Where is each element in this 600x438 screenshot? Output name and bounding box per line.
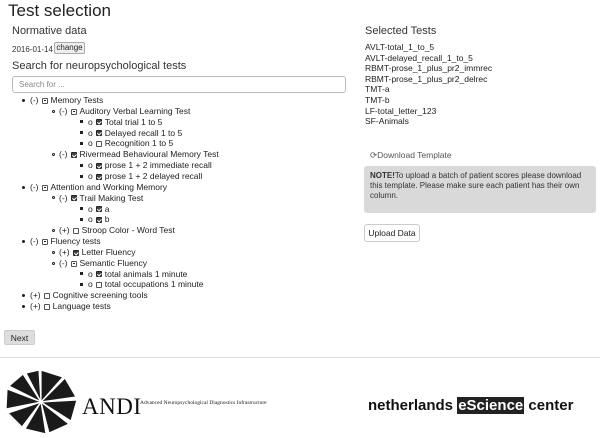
- tree-node: [80, 171, 202, 182]
- tree-label: Rivermead Behavioural Memory Test: [79, 149, 219, 160]
- tree-bullet: [80, 164, 83, 167]
- tree-node: [22, 290, 148, 301]
- tree-checkbox[interactable]: [73, 250, 79, 256]
- tree-bullet: [22, 305, 25, 308]
- tree-label: Stroop Color - Word Test: [81, 225, 175, 236]
- note-bold: NOTE!: [370, 171, 395, 180]
- tree-bullet: [52, 153, 55, 156]
- tree-label: Recognition 1 to 5: [104, 138, 174, 149]
- tree-label: Attention and Working Memory: [50, 181, 168, 192]
- tree-checkbox[interactable]: [71, 195, 77, 201]
- tree-label: prose 1 + 2 delayed recall: [104, 170, 203, 181]
- tree-label: a: [104, 203, 110, 214]
- tree-label: total animals 1 minute: [104, 268, 188, 279]
- nlesc-text-c: center: [528, 397, 574, 414]
- tree-bullet: [52, 196, 55, 199]
- selected-test-item: TMT-a: [365, 84, 390, 95]
- tree-checkbox[interactable]: [42, 98, 48, 104]
- search-input[interactable]: [12, 76, 346, 93]
- tree-toggle[interactable]: o: [88, 214, 93, 225]
- tree-node: [80, 279, 204, 290]
- tree-toggle[interactable]: o: [88, 170, 93, 181]
- tree-toggle[interactable]: o: [88, 116, 93, 127]
- tree-node: [80, 128, 182, 139]
- tree-toggle[interactable]: (-): [30, 236, 39, 247]
- tree-label: Letter Fluency: [81, 246, 136, 257]
- tree-checkbox[interactable]: [44, 293, 50, 299]
- tree-node: [80, 269, 187, 280]
- selected-test-item: RBMT-prose_1_plus_pr2_immrec: [365, 63, 493, 74]
- selected-tests-heading: Selected Tests: [365, 25, 437, 37]
- tree-node: [52, 193, 143, 204]
- tree-checkbox[interactable]: [42, 239, 48, 245]
- tree-node: [22, 301, 111, 312]
- note-text: To upload a batch of patient scores please download this template. Please make sure each patient has their own column.: [370, 171, 582, 200]
- tree-bullet: [80, 218, 83, 221]
- tree-node: [52, 258, 147, 269]
- tree-toggle[interactable]: o: [88, 160, 93, 171]
- tree-node: [80, 204, 109, 215]
- next-button[interactable]: Next: [4, 330, 35, 345]
- tree-toggle[interactable]: o: [88, 127, 93, 138]
- tree-checkbox[interactable]: [96, 206, 102, 212]
- selected-test-item: RBMT-prose_1_plus_pr2_delrec: [365, 73, 488, 84]
- tree-node: [22, 236, 101, 247]
- tree-label: Fluency tests: [50, 236, 101, 247]
- tree-toggle[interactable]: o: [88, 138, 93, 149]
- tree-toggle[interactable]: o: [88, 279, 93, 290]
- tree-toggle[interactable]: (+): [30, 290, 41, 301]
- download-template-label: Download Template: [377, 150, 452, 160]
- tree-node: [22, 95, 103, 106]
- tree-node: [52, 106, 190, 117]
- upload-data-button[interactable]: Upload Data: [364, 224, 420, 242]
- footer-divider: [0, 357, 600, 358]
- tree-bullet: [80, 131, 83, 134]
- tree-toggle[interactable]: (+): [30, 301, 41, 312]
- tree-node: [22, 182, 167, 193]
- tree-bullet: [52, 251, 55, 254]
- selected-test-item: TMT-b: [365, 95, 390, 105]
- download-icon: ⟳: [370, 150, 378, 160]
- tree-label: Memory Tests: [50, 95, 104, 105]
- tree-checkbox[interactable]: [71, 261, 77, 267]
- tree-bullet: [22, 99, 25, 102]
- search-heading: Search for neuropsychological tests: [12, 60, 187, 72]
- tree-node: [80, 160, 212, 171]
- upload-note: [364, 166, 596, 213]
- tree-label: Language tests: [52, 301, 111, 312]
- tree-node: [52, 149, 219, 160]
- tree-label: total occupations 1 minute: [104, 279, 204, 290]
- tree-toggle[interactable]: o: [88, 268, 93, 279]
- selected-test-item: SF-Animals: [365, 116, 409, 127]
- andi-subtitle: Advanced Neuropsychological Diagnostics Infrastructure: [140, 400, 267, 406]
- page-title: Test selection: [8, 1, 111, 20]
- nlesc-text-b: eScience: [458, 397, 524, 414]
- tree-label: Trail Making Test: [79, 192, 144, 203]
- andi-umbrella-logo: [3, 369, 79, 435]
- tree-toggle[interactable]: (-): [59, 192, 68, 203]
- selected-test-item: LF-total_letter_123: [365, 105, 437, 116]
- tree-bullet: [80, 272, 83, 275]
- tree-label: Auditory Verbal Learning Test: [79, 105, 191, 116]
- normative-date: 2016-01-14: [12, 45, 53, 54]
- selected-test-item: AVLT-total_1_to_5: [365, 42, 435, 52]
- tree-bullet: [22, 240, 25, 243]
- normative-data-heading: Normative data: [12, 25, 87, 37]
- tree-node: [80, 214, 109, 225]
- tree-checkbox[interactable]: [44, 304, 50, 310]
- tree-checkbox[interactable]: [96, 217, 102, 223]
- tree-toggle[interactable]: (-): [30, 95, 39, 105]
- tree-toggle[interactable]: (+): [59, 246, 70, 257]
- tree-checkbox[interactable]: [96, 119, 102, 125]
- nlesc-logo: [368, 397, 573, 414]
- tree-toggle[interactable]: o: [88, 203, 93, 214]
- tree-toggle[interactable]: (-): [59, 105, 68, 116]
- tree-bullet: [22, 186, 25, 189]
- tree-toggle[interactable]: (+): [59, 225, 70, 236]
- tree-toggle[interactable]: (-): [59, 149, 68, 160]
- tree-checkbox[interactable]: [96, 282, 102, 288]
- tree-label: b: [104, 214, 110, 225]
- tree-bullet: [80, 175, 83, 178]
- tree-checkbox[interactable]: [96, 130, 102, 136]
- andi-logo-text: ANDI: [82, 394, 142, 419]
- selected-test-item: AVLT-delayed_recall_1_to_5: [365, 52, 473, 63]
- tree-checkbox[interactable]: [96, 271, 102, 277]
- tree-label: prose 1 + 2 immediate recall: [104, 160, 212, 171]
- tree-node: [80, 117, 162, 128]
- change-date-button[interactable]: change: [54, 42, 85, 54]
- tree-bullet: [52, 110, 55, 113]
- tree-checkbox[interactable]: [71, 152, 77, 158]
- tree-bullet: [80, 283, 83, 286]
- download-template-link[interactable]: [370, 150, 452, 161]
- tree-node: [52, 247, 136, 258]
- tree-toggle[interactable]: (-): [30, 181, 39, 192]
- tree-checkbox[interactable]: [73, 228, 79, 234]
- tree-toggle[interactable]: (-): [59, 257, 68, 268]
- tree-node: [80, 138, 173, 149]
- tree-bullet: [80, 142, 83, 145]
- tree-label: Delayed recall 1 to 5: [104, 127, 183, 138]
- tree-checkbox[interactable]: [96, 141, 102, 147]
- tree-bullet: [22, 294, 25, 297]
- tree-bullet: [80, 120, 83, 123]
- tree-label: Total trial 1 to 5: [104, 116, 163, 127]
- tree-bullet: [52, 262, 55, 265]
- tree-node: [52, 225, 175, 236]
- nlesc-text-a: netherlands: [368, 397, 454, 414]
- tree-label: Semantic Fluency: [79, 257, 148, 268]
- tree-label: Cognitive screening tools: [52, 290, 148, 301]
- tree-checkbox[interactable]: [71, 109, 77, 115]
- tree-checkbox[interactable]: [96, 163, 102, 169]
- tree-bullet: [52, 229, 55, 232]
- tree-checkbox[interactable]: [96, 174, 102, 180]
- tree-bullet: [80, 207, 83, 210]
- tree-checkbox[interactable]: [42, 185, 48, 191]
